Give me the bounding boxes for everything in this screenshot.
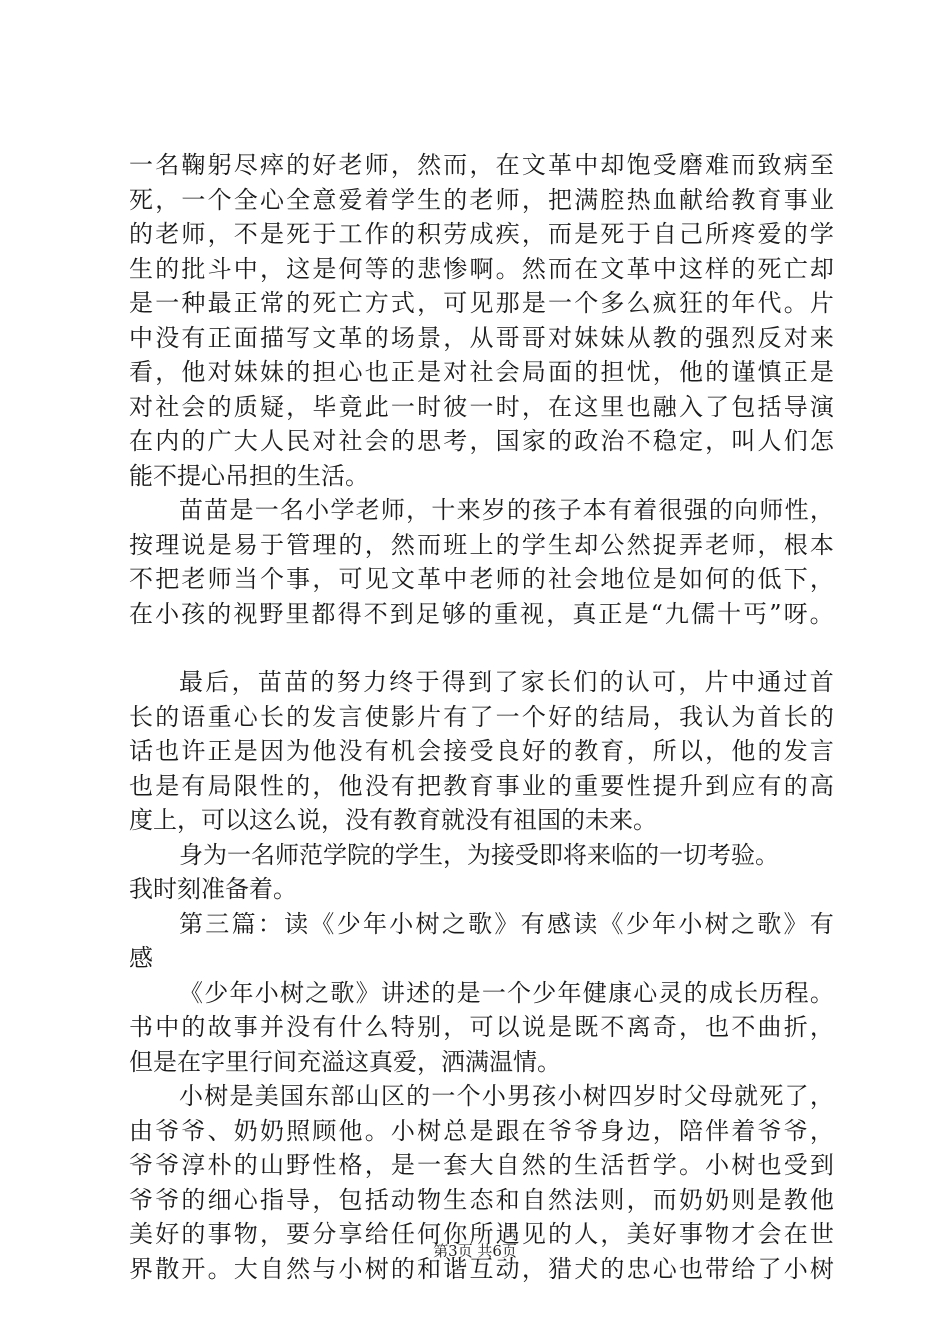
text-line: 小 树 是 美 国 东 部 山 区 的 一 个 小 男 孩 小 树 四 岁 时 父 母 就 死 了 ， xyxy=(179,1082,834,1110)
text-line: 中 没 有 正 面 描 写 文 革 的 场 景 ， 从 哥 哥 对 妹 妹 从 教 的 强 烈 反 对 来 xyxy=(129,323,834,352)
text-line: 能不提心吊担的生活。 xyxy=(129,461,369,490)
text-line: 按 理 说 是 易 于 管 理 的 ， 然 而 班 上 的 学 生 却 公 然 捉 弄 老 师 ， 根 本 xyxy=(129,530,834,559)
text-line: 苗 苗 是 一 名 小 学 老 师 ， 十 来 岁 的 孩 子 本 有 着 很 强 的 向 师 性 ， xyxy=(179,496,834,524)
text-line: 我时刻准备着。 xyxy=(129,875,297,903)
text-line: 话 也 许 正 是 因 为 他 没 有 机 会 接 受 良 好 的 教 育 ， 所 以 ， 他 的 发 言 xyxy=(129,737,834,765)
text-line: 死 ， 一 个 全 心 全 意 爱 着 学 生 的 老 师 ， 把 满 腔 热 血 献 给 教 育 事 业 xyxy=(129,185,834,214)
page-number-footer: 第3页 共6页 xyxy=(433,1242,517,1260)
text-line: 的 老 师 ， 不 是 死 于 工 作 的 积 劳 成 疾 ， 而 是 死 于 自 己 所 疼 爱 的 学 xyxy=(129,220,834,248)
text-line: 《 少 年 小 树 之 歌 》 讲 述 的 是 一 个 少 年 健 康 心 灵 的 成 长 历 程 。 xyxy=(179,978,834,1007)
text-line: 是 一 种 最 正 常 的 死 亡 方 式 ， 可 见 那 是 一 个 多 么 疯 狂 的 年 代 。 片 xyxy=(129,289,834,317)
text-line: 界 散 开 。 大 自 然 与 小 树 的 和 谐 互 动 ， 猎 犬 的 忠 心 也 带 给 了 小 树 xyxy=(129,1254,834,1283)
text-line: 书 中 的 故 事 并 没 有 什 么 特 别 ， 可 以 说 是 既 不 离 奇 ， 也 不 曲 折 ， xyxy=(129,1013,834,1041)
section-heading: 第 三 篇 ： 读 《 少 年 小 树 之 歌 》 有 感 读 《 少 年 小 树 之 歌 》 有 xyxy=(179,909,834,938)
section-heading: 感 xyxy=(129,944,153,972)
text-line: 但是在字里行间充溢这真爱，洒满温情。 xyxy=(129,1047,561,1076)
text-line: 爷 爷 淳 朴 的 山 野 性 格 ， 是 一 套 大 自 然 的 生 活 哲 学 。 小 树 也 受 到 xyxy=(129,1151,834,1179)
text-line: 度上，可以这么说，没有教育就没有祖国的未来。 xyxy=(129,806,657,834)
text-line: 最 后 ， 苗 苗 的 努 力 终 于 得 到 了 家 长 们 的 认 可 ， 片 中 通 过 首 xyxy=(179,668,834,696)
text-line: 长 的 语 重 心 长 的 发 言 使 影 片 有 了 一 个 好 的 结 局 ， 我 认 为 首 长 的 xyxy=(129,702,834,731)
text-line: 由 爷 爷 、 奶 奶 照 顾 他 。 小 树 总 是 跟 在 爷 爷 身 边 ， 陪 伴 着 爷 爷 ， xyxy=(129,1116,834,1145)
text-line: 不 把 老 师 当 个 事 ， 可 见 文 革 中 老 师 的 社 会 地 位 是 如 何 的 低 下 ， xyxy=(129,565,834,593)
text-line: 在 内 的 广 大 人 民 对 社 会 的 思 考 ， 国 家 的 政 治 不 稳 定 ， 叫 人 们 怎 xyxy=(129,427,834,455)
text-line: 爷 爷 的 细 心 指 导 ， 包 括 动 物 生 态 和 自 然 法 则 ， 而 奶 奶 则 是 教 他 xyxy=(129,1185,834,1214)
text-line: 一 名 鞠 躬 尽 瘁 的 好 老 师 ， 然 而 ， 在 文 革 中 却 饱 受 磨 难 而 致 病 至 xyxy=(129,151,834,179)
text-line: 美 好 的 事 物 ， 要 分 享 给 任 何 你 所 遇 见 的 人 ， 美 好 事 物 才 会 在 世 xyxy=(129,1220,834,1248)
paragraph-gap xyxy=(129,631,834,665)
text-line: 身为一名师范学院的学生，为接受即将来临的一切考验。 xyxy=(179,840,779,869)
text-line: 对 社 会 的 质 疑 ， 毕 竟 此 一 时 彼 一 时 ， 在 这 里 也 融 入 了 包 括 导 演 xyxy=(129,392,834,421)
text-line: 在 小 孩 的 视 野 里 都 得 不 到 足 够 的 重 视 ， 真 正 是 “ 九 儒 十 丐 ” 呀 。 xyxy=(129,599,834,628)
body-text xyxy=(129,148,834,1286)
text-line: 看 ， 他 对 妹 妹 的 担 心 也 正 是 对 社 会 局 面 的 担 忧 ， 他 的 谨 慎 正 是 xyxy=(129,358,834,386)
text-line: 生 的 批 斗 中 ， 这 是 何 等 的 悲 惨 啊 。 然 而 在 文 革 中 这 样 的 死 亡 却 xyxy=(129,254,834,283)
text-line: 也 是 有 局 限 性 的 ， 他 没 有 把 教 育 事 业 的 重 要 性 提 升 到 应 有 的 高 xyxy=(129,771,834,800)
